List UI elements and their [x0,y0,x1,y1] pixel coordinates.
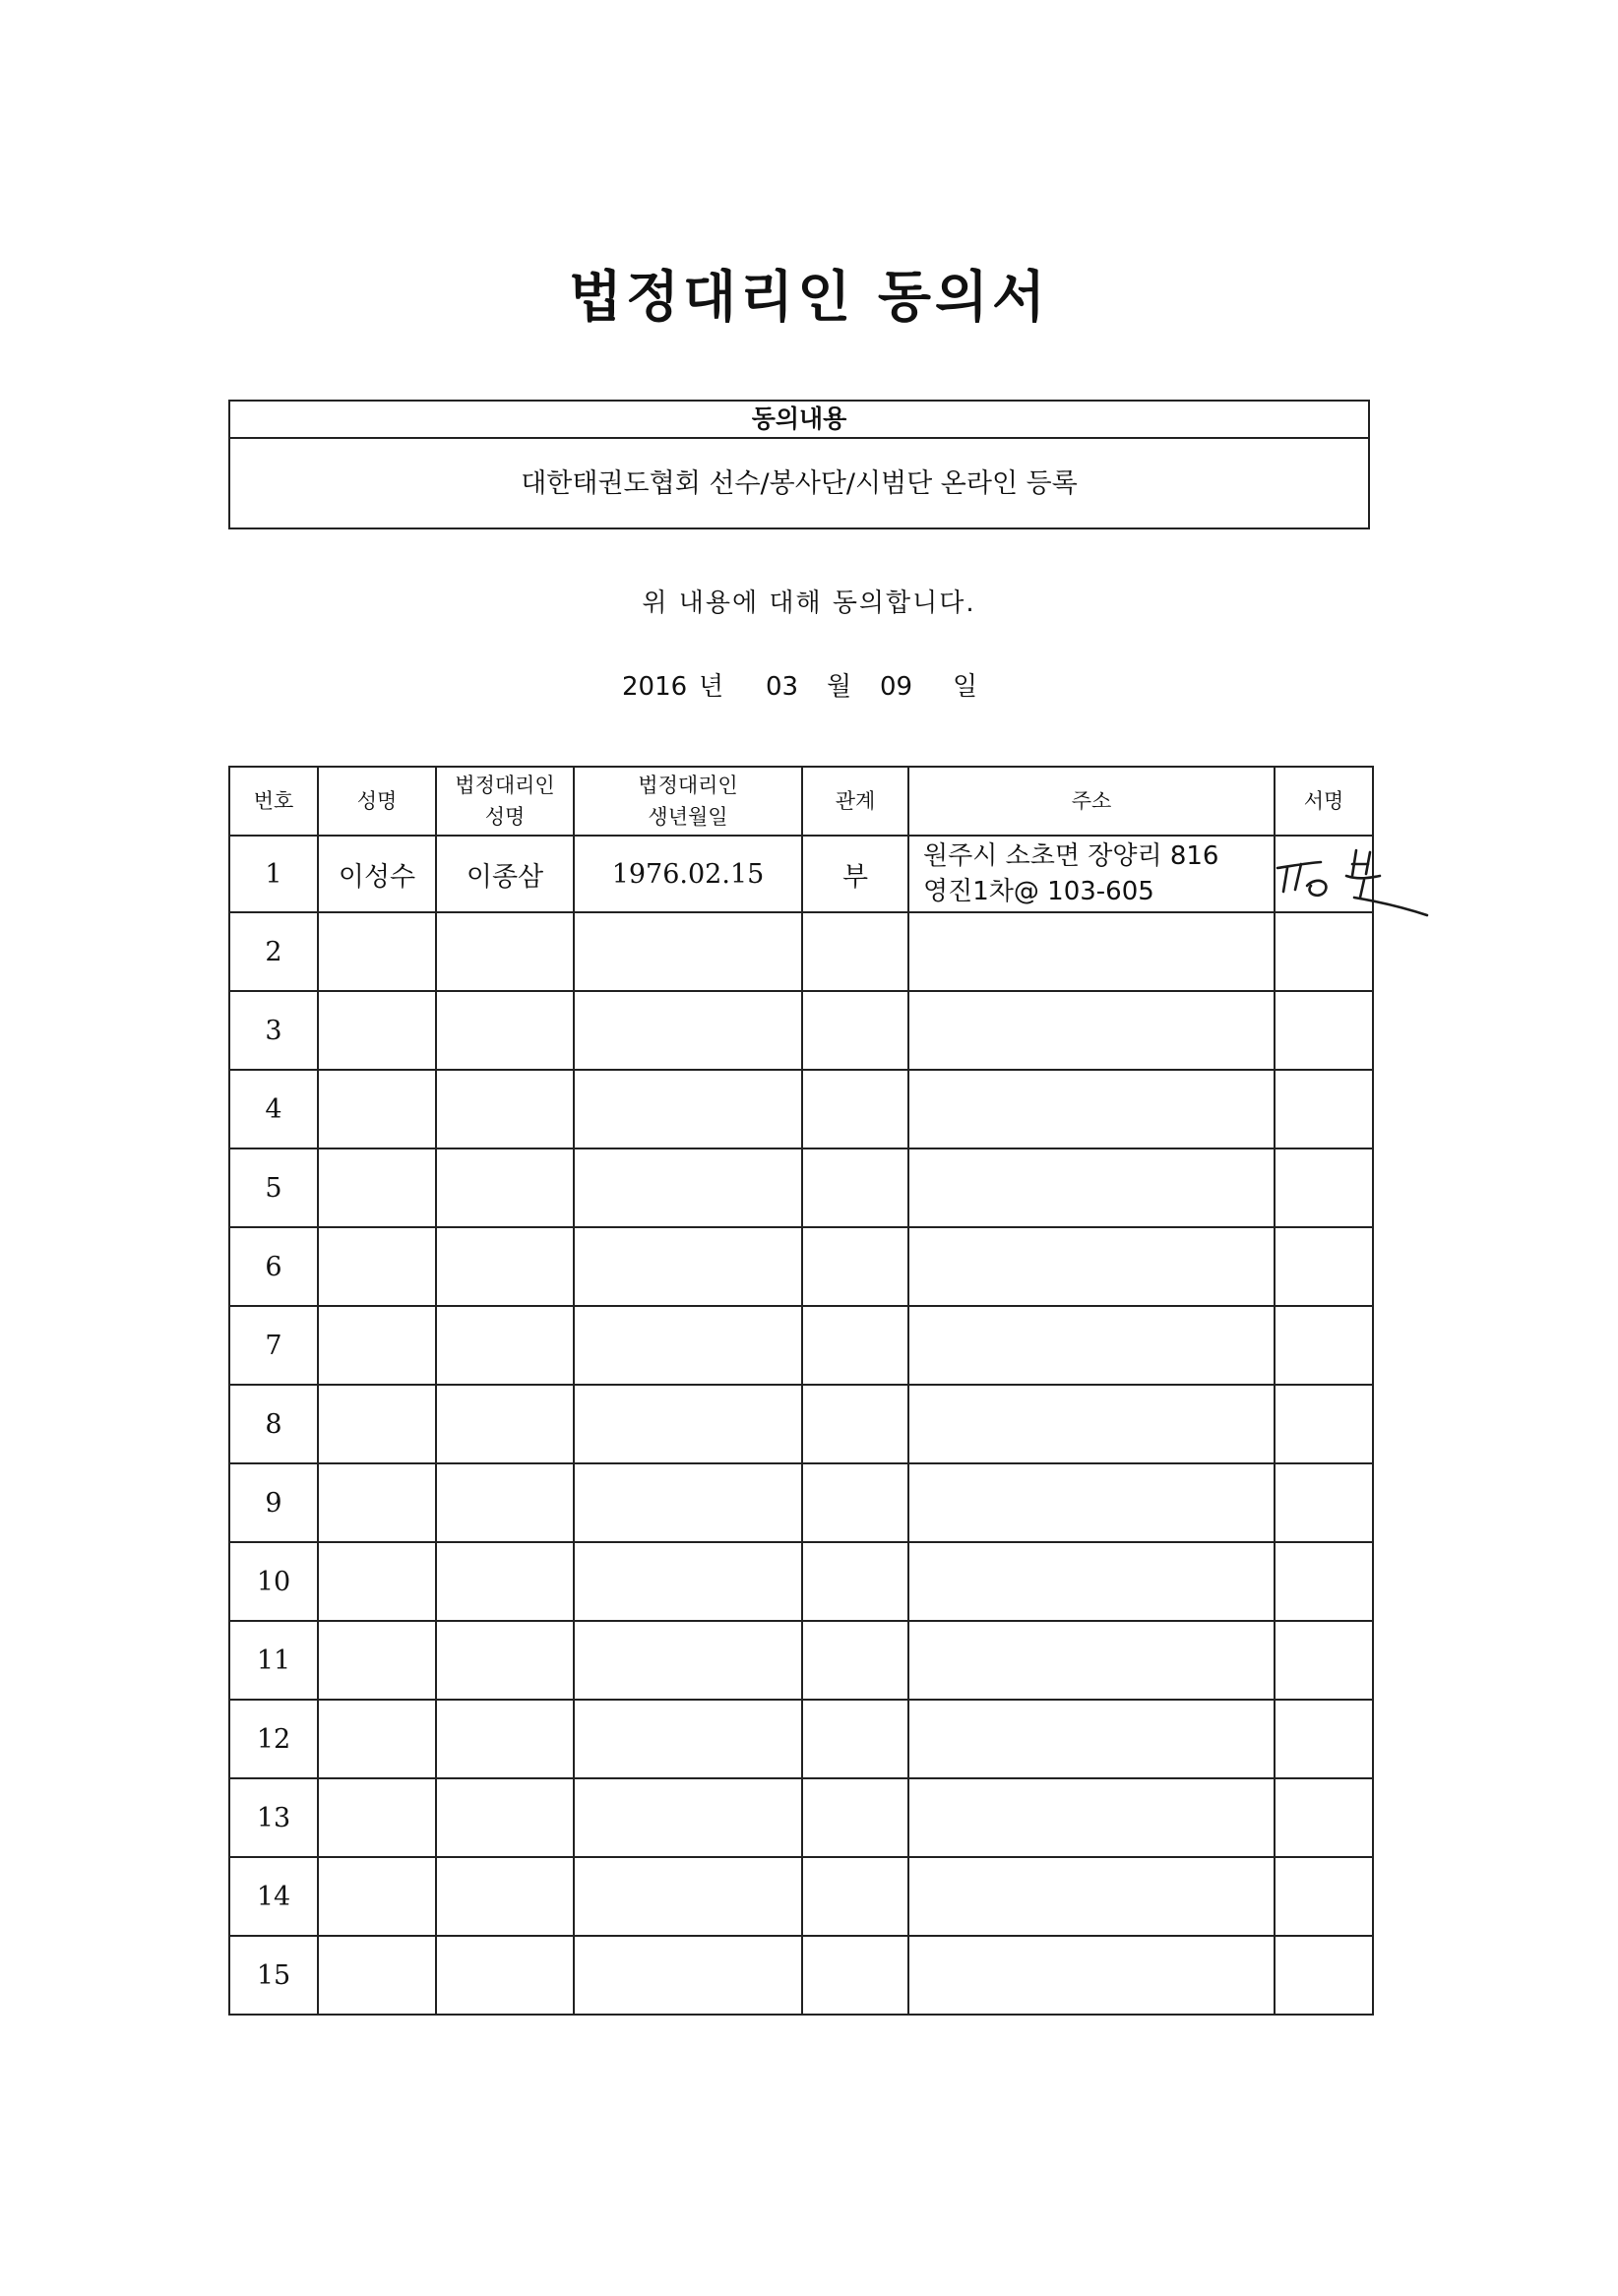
table-row [229,1148,1373,1227]
cell-no: 6 [229,1227,318,1306]
cell-address [908,836,1275,912]
cell-signature [1275,1306,1373,1385]
table-row [229,1227,1373,1306]
cell-guardian-name [436,1700,574,1778]
date-year-unit: 년 [699,672,724,702]
cell-name [318,1148,436,1227]
cell-signature [1275,1778,1373,1857]
header-name: 성명 [318,767,436,836]
cell-no: 1 [229,836,318,912]
cell-name [318,1857,436,1936]
header-guardian-birth [574,767,802,836]
cell-guardian-name [436,1148,574,1227]
cell-relation [802,1148,908,1227]
cell-guardian-name [436,1070,574,1148]
cell-relation [802,1700,908,1778]
cell-address [908,1700,1275,1778]
table-row [229,1542,1373,1621]
cell-name [318,991,436,1070]
date-day: 09 [880,672,913,702]
table-row [229,1306,1373,1385]
cell-relation [802,1936,908,2015]
cell-name [318,1463,436,1542]
cell-no: 11 [229,1621,318,1700]
cell-guardian-birth: 1976.02.15 [574,836,802,912]
table-header-row [229,767,1373,836]
cell-relation [802,1227,908,1306]
cell-guardian-birth [574,1542,802,1621]
cell-guardian-name [436,991,574,1070]
cell-name [318,1778,436,1857]
signature-scribble [1270,846,1437,925]
cell-address [908,1621,1275,1700]
header-signature: 서명 [1275,767,1373,836]
cell-signature [1275,1857,1373,1936]
cell-no: 14 [229,1857,318,1936]
cell-name [318,912,436,991]
cell-guardian-birth [574,1385,802,1463]
cell-address [908,912,1275,991]
consent-content: 대한태권도협회 선수/봉사단/시범단 온라인 등록 [521,468,1078,499]
cell-name [318,1227,436,1306]
consent-box [228,400,1370,529]
table-row [229,1621,1373,1700]
cell-no: 9 [229,1463,318,1542]
cell-guardian-birth [574,1778,802,1857]
cell-name [318,1385,436,1463]
cell-no: 3 [229,991,318,1070]
cell-guardian-name [436,1857,574,1936]
header-guardian-birth-line2: 생년월일 [648,805,728,829]
header-guardian-name-line1: 법정대리인 [455,774,555,797]
cell-relation [802,1463,908,1542]
cell-no: 2 [229,912,318,991]
cell-signature [1275,1463,1373,1542]
cell-no: 8 [229,1385,318,1463]
header-no: 번호 [229,767,318,836]
cell-no: 10 [229,1542,318,1621]
cell-relation [802,1621,908,1700]
table-row [229,1936,1373,2015]
cell-name [318,1621,436,1700]
cell-guardian-name [436,1778,574,1857]
cell-name [318,1936,436,2015]
cell-name [318,1070,436,1148]
cell-address [908,1778,1275,1857]
handwritten-signature [1270,846,1437,925]
table-row [229,1070,1373,1148]
cell-name [318,1700,436,1778]
header-guardian-name [436,767,574,836]
cell-signature [1275,1385,1373,1463]
table-row [229,1857,1373,1936]
header-guardian-birth-line1: 법정대리인 [638,774,738,797]
cell-address [908,1227,1275,1306]
cell-address [908,1385,1275,1463]
cell-relation [802,1306,908,1385]
cell-signature [1275,1070,1373,1148]
cell-no: 5 [229,1148,318,1227]
cell-guardian-name [436,1463,574,1542]
cell-name [318,1306,436,1385]
cell-signature [1275,1936,1373,2015]
cell-no: 13 [229,1778,318,1857]
header-relation: 관계 [802,767,908,836]
cell-address [908,1070,1275,1148]
cell-guardian-birth [574,1070,802,1148]
cell-guardian-birth [574,1463,802,1542]
cell-signature [1275,1148,1373,1227]
table-row [229,836,1373,912]
cell-name [318,1542,436,1621]
cell-guardian-birth [574,1857,802,1936]
cell-signature [1275,1542,1373,1621]
cell-guardian-name [436,1227,574,1306]
cell-address [908,1463,1275,1542]
date-day-unit: 일 [953,672,978,702]
cell-relation [802,1385,908,1463]
cell-relation: 부 [802,836,908,912]
cell-guardian-name: 이종삼 [436,836,574,912]
agreement-text: 위 내용에 대해 동의합니다. [642,589,976,618]
cell-relation [802,912,908,991]
cell-signature [1275,991,1373,1070]
cell-guardian-birth [574,1148,802,1227]
cell-address [908,1542,1275,1621]
cell-guardian-name [436,1621,574,1700]
cell-guardian-name [436,1306,574,1385]
cell-guardian-birth [574,1227,802,1306]
cell-address [908,1857,1275,1936]
table-row [229,1385,1373,1463]
cell-address [908,1148,1275,1227]
date-year: 2016 [622,672,688,702]
table-row [229,1700,1373,1778]
header-guardian-name-line2: 성명 [484,805,526,829]
cell-signature [1275,1700,1373,1778]
cell-relation [802,1857,908,1936]
cell-address [908,1306,1275,1385]
cell-guardian-birth [574,991,802,1070]
cell-name: 이성수 [318,836,436,912]
cell-guardian-birth [574,1306,802,1385]
cell-guardian-name [436,1936,574,2015]
cell-relation [802,991,908,1070]
cell-guardian-birth [574,1936,802,2015]
guardian-table [228,766,1374,2016]
cell-guardian-birth [574,1621,802,1700]
consent-header: 동의내용 [230,402,1368,439]
date-month-unit: 월 [827,672,852,702]
cell-address-line2: 영진1차@ 103-605 [923,877,1154,906]
table-row [229,1463,1373,1542]
table-row [229,991,1373,1070]
cell-no: 12 [229,1700,318,1778]
cell-relation [802,1778,908,1857]
cell-signature [1275,1621,1373,1700]
cell-guardian-birth [574,912,802,991]
cell-relation [802,1070,908,1148]
cell-guardian-name [436,1542,574,1621]
table-row [229,912,1373,991]
cell-address-line1: 원주시 소초면 장양리 816 [923,841,1219,871]
cell-no: 4 [229,1070,318,1148]
cell-address [908,991,1275,1070]
cell-relation [802,1542,908,1621]
cell-guardian-birth [574,1700,802,1778]
cell-guardian-name [436,1385,574,1463]
cell-no: 7 [229,1306,318,1385]
document-title: 법정대리인 동의서 [568,266,1050,330]
cell-guardian-name [436,912,574,991]
cell-signature [1275,1227,1373,1306]
cell-address [908,1936,1275,2015]
table-row [229,1778,1373,1857]
header-address: 주소 [908,767,1275,836]
date-month: 03 [766,672,799,702]
cell-no: 15 [229,1936,318,2015]
